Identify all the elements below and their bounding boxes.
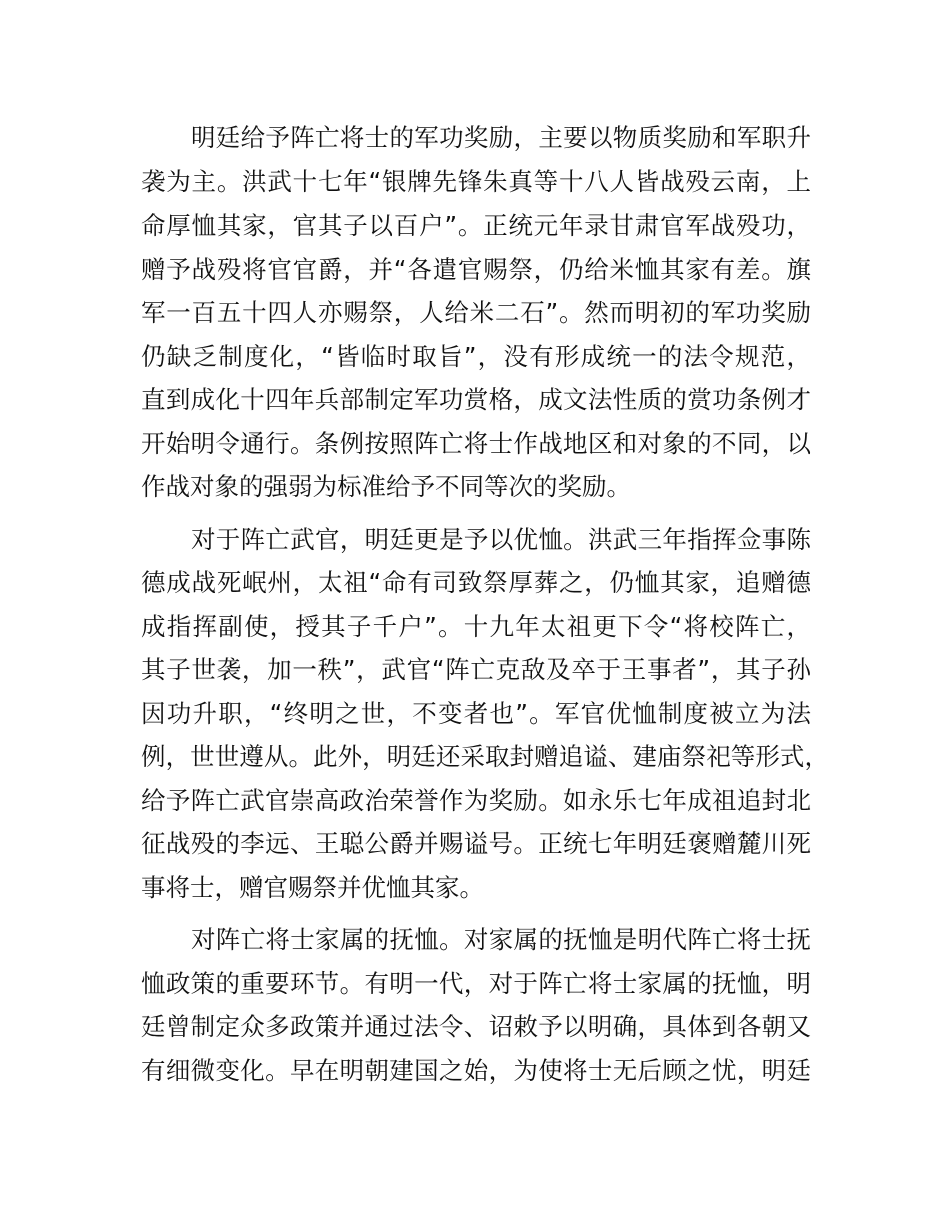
text-line: 例，世世遵从。此外，明廷还采取封赠追谥、建庙祭祀等形式，: [141, 742, 829, 771]
text-line: 事将士，赠官赐祭并优恤其家。: [141, 873, 484, 902]
text-line: 赠予战殁将官官爵，并“各遣官赐祭，仍给米恤其家有差。旗: [141, 255, 811, 284]
text-line: 德成战死岷州，太祖“命有司致祭厚葬之，仍恤其家，追赠德: [141, 568, 811, 597]
text-line: 其子世袭，加一秩”，武官“阵亡克敌及卒于王事者”，其子孙: [141, 655, 811, 684]
text-line: 军一百五十四人亦赐祭，人给米二石”。然而明初的军功奖励: [141, 298, 811, 327]
text-line: 作战对象的强弱为标准给予不同等次的奖励。: [141, 472, 631, 501]
text-line: 明廷给予阵亡将士的军功奖励，主要以物质奖励和军职升: [191, 123, 811, 152]
text-line: 对阵亡将士家属的抚恤。对家属的抚恤是明代阵亡将士抚: [191, 925, 811, 954]
text-line: 有细微变化。早在明朝建国之始，为使将士无后顾之忧，明廷: [141, 1056, 811, 1085]
text-line: 因功升职，“终明之世，不变者也”。军官优恤制度被立为法: [141, 699, 811, 728]
text-line: 恤政策的重要环节。有明一代，对于阵亡将士家属的抚恤，明: [141, 969, 811, 998]
text-line: 命厚恤其家，官其子以百户”。正统元年录甘肃官军战殁功，: [141, 211, 811, 240]
text-line: 成指挥副使，授其子千户”。十九年太祖更下令“将校阵亡，: [141, 612, 811, 641]
text-line: 对于阵亡武官，明廷更是予以优恤。洪武三年指挥佥事陈: [191, 525, 811, 554]
text-line: 仍缺乏制度化，“皆临时取旨”，没有形成统一的法令规范，: [141, 342, 811, 371]
text-line: 征战殁的李远、王聪公爵并赐谥号。正统七年明廷褒赠麓川死: [141, 829, 811, 858]
text-line: 廷曾制定众多政策并通过法令、诏敕予以明确，具体到各朝又: [141, 1012, 811, 1041]
text-line: 袭为主。洪武十七年“银牌先锋朱真等十八人皆战殁云南，上: [141, 167, 811, 196]
text-line: 开始明令通行。条例按照阵亡将士作战地区和对象的不同，以: [141, 429, 811, 458]
text-line: 给予阵亡武官崇高政治荣誉作为奖励。如永乐七年成祖追封北: [141, 786, 811, 815]
text-line: 直到成化十四年兵部制定军功赏格，成文法性质的赏功条例才: [141, 385, 811, 414]
